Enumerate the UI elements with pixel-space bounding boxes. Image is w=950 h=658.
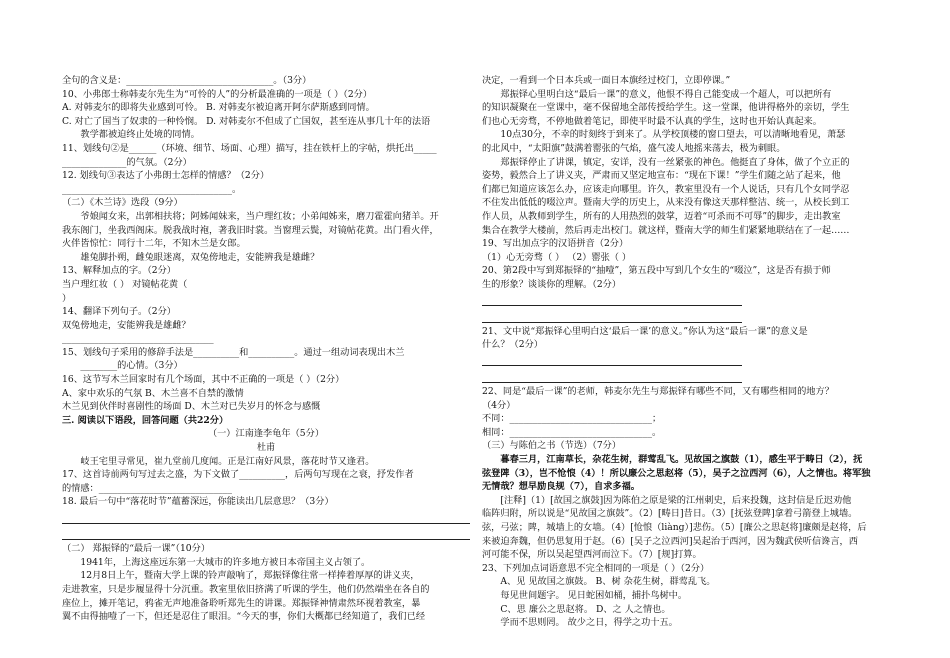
text-line: C、思 廉公之思赵将。 D、之 人之情也。 (500, 603, 671, 615)
text-line: 14、翻译下列句子。（2分） (62, 306, 176, 318)
text-line: A. 对韩麦尔的即将失业感到可怜。 B. 对韩麦尔被迫离开阿尔萨斯感到同情。 (62, 102, 375, 114)
text-line: 不住发出低低的啜泣声。暨南大学的历史上，从来没有像这天那样整洁、统一，从校长到工 (482, 197, 850, 209)
text-line: ______________的气氛。（2分） (62, 156, 192, 168)
text-line: 岐王宅里寻常见，崔九堂前几度闻。正是江南好风景，落花时节又逢君。 (80, 455, 375, 467)
text-line: ） (62, 292, 72, 304)
text-line: 木兰见到伙伴时喜剧性的场面 D、木兰对已失岁月的怀念与感慨 (62, 401, 321, 413)
text-line: 姿势，毅然合上了讲义夹，严肃而又坚定地宣布：“现在下课！”学生们随之站了起来，他 (482, 170, 841, 182)
text-line: 的知识凝聚在一堂课中，毫不保留地全部传授给学生。这一堂课，他讲得格外的亲切，学生 (482, 102, 850, 114)
text-line: 20、第2段中写到郑振铎的“抽噎”，第五段中写到几个女生的“啜泣”，这是否有损于师 (482, 265, 831, 277)
answer-line (482, 308, 742, 323)
text-line: 弦登陴（3），岂不怆悢（4）！所以廉公之思赵将（5），吴子之泣西河（6），人之情也。将军独 (482, 467, 871, 479)
text-line: （1）心无旁骛（ ） （2）罂张（ ） (482, 251, 632, 263)
text-line: 的北风中，“太阳旗”鼓满着罂张的气焰，盛气凌人地摇来荡去，极为刺眼。 (482, 142, 786, 154)
text-line: 三. 阅读以下语段，回答问题（共22分） (62, 414, 229, 426)
text-line: 无情哉？想早励良规（7），自求多福。 (482, 481, 640, 493)
text-line: 11、划线句②是______（环境、细节、场面、心理）描写，挂在铁杆上的字帖，烘托出_____ (62, 142, 437, 154)
text-line: 22、同是“最后一课”的老师，韩麦尔先生与郑振铎有哪些不同，又有哪些相同的地方？ (482, 386, 834, 398)
text-line: [注释]（1）[故国之旗鼓]因为陈伯之原是梁的江州刺史，后来投魏，这封信是丘迟劝他 (500, 494, 852, 506)
text-line: 全句的含义是：________________________________。（3分） (62, 75, 312, 86)
text-line: 10、小弗郎士称韩麦尔先生为“可怜的人”的分析最准确的一项是（ ）（2分） (62, 88, 373, 100)
text-line: 12. 划线句③表达了小弗朗士怎样的情感？（2分） (62, 170, 270, 182)
text-line: 10点30分，不幸的时刻终于到来了。从学校顶楼的窗口望去，可以清晰地看见，萧瑟 (500, 129, 846, 141)
text-line: （一）江南逢李龟年（5分） (207, 428, 325, 440)
text-line: 教学都被迫终止处境的同情。 (80, 129, 200, 141)
right-column (482, 74, 900, 630)
text-line: 13、解释加点的字。（2分） (62, 265, 176, 277)
text-line: 弦，弓弦；陴，城墙上的女墙。（4）[怆悢（liàng）]悲伤。（5）[廉公之思赵将]廉颇是赵将，后 (482, 522, 867, 533)
text-line: 决定，一看到一个日本兵或一面日本旗经过校门，立即停课。” (482, 75, 731, 86)
text-line: 座位上，摊开笔记，鸦雀无声地准备聆听郑先生的讲课。郑振铎神情肃然环视着教室，暴 (62, 597, 421, 609)
answer-line (62, 526, 470, 541)
answer-line (482, 292, 742, 307)
text-line: _____________________________________。 (62, 183, 242, 195)
text-line: 17、这首诗前两句写过去之盛，为下文做了__________，后两句写现在之衰，抒发作者 (62, 469, 414, 481)
text-line: 16、这节写木兰回家时有几个场面，其中不正确的一项是（ ）（2分） (62, 374, 345, 386)
text-line: 临阵归附，所以说是“见故国之旗鼓”。（2）[畴日]昔日。（3）[抚弦登陴]拿着弓箭登上城墙。 (482, 508, 858, 520)
text-line: 们也心无旁骛，不停地做着笔记，即使平时最不认真的学生，这时也开始认真起来。 (482, 115, 822, 127)
text-line: 翼不由得抽噎了一下，但还是忍住了眼泪。“今天的事，你们大概都已经知道了，我们已经 (62, 611, 426, 623)
text-line: 双兔傍地走，安能辨我是雄雌？ (62, 319, 191, 331)
text-line: （三）与陈伯之书（节选）（7分） (482, 440, 622, 452)
text-line: 来被迫奔魏，但仍思复用于赵。（6）[吴子之泣西河]吴起治于西河，因为魏武侯听信谗言，西 (482, 535, 858, 547)
text-line: 相同：_______________________________。 (482, 426, 662, 438)
text-line: 河可能不保，所以吴起望西河而泣下。（7）[规]打算。 (482, 549, 702, 561)
text-line: 们都已知道应该怎么办，应该走向哪里。许久，教室里没有一个人说话，只有几个女同学忍 (482, 183, 850, 195)
text-line: 每见世间题字。 见日蛇困如桶，捕扑鸟树中。 (500, 589, 688, 601)
text-line: 学而不思则罔。 故少之日，得学之功十五。 (500, 617, 678, 629)
text-line: 集合在教学大楼前，然后再走出校门。就这样，暨南大学的师生们紧紧地联结在了一起…… (482, 224, 850, 236)
text-line: （二）《木兰诗》选段（9分） (62, 197, 183, 209)
text-line: 23、下列加点词语意思不完全相同的一项是（ ）（2分） (482, 562, 710, 574)
text-line: 生的形象？谈谈你的理解。（2分） (482, 278, 622, 290)
text-line: 郑振铎心里明白这“最后一课”的意义，他恨不得自己能变成一个超人，可以把所有 (500, 88, 832, 100)
text-line: 杜甫 (256, 442, 276, 454)
text-line: C. 对亡了国当了奴隶的一种怜悯。 D. 对韩麦尔不但成了亡国奴，甚至连从事几十年的法语 (62, 115, 431, 127)
answer-line (482, 368, 742, 383)
text-line: 12月8日上午，暨南大学上课的铃声敲响了，郑振铎像往常一样捧着厚厚的讲义夹， (80, 570, 420, 582)
text-line: 什么？（2分） (482, 339, 543, 351)
text-line: 火伴皆惊忙：同行十二年，不知木兰是女郎。 (62, 238, 246, 250)
text-line: A、家中欢乐的气氛 B、木兰喜不自禁的激情 (62, 387, 244, 399)
text-line: 当户理红妆（ ） 对镜帖花黄（ (62, 278, 188, 290)
text-line: 雄兔脚扑朔，雌兔眼迷离，双兔傍地走，安能辨我是雄雌？ (80, 251, 320, 263)
text-line: ________的心情。（3分） (80, 360, 183, 372)
text-line: 的情感：_____________________________ (62, 482, 232, 494)
text-line: 19、写出加点字的汉语拼音（2分） (482, 238, 629, 250)
text-line: 爷娘闻女来，出郭相扶将；阿姊闻妹来，当户理红妆；小弟闻姊来，磨刀霍霍向猪羊。开 (80, 210, 439, 222)
text-line: 18. 最后一句中“落花时节”蕴蓄深远，你能读出几层意思？（3分） (62, 496, 334, 508)
text-line: _________________________________ (62, 333, 214, 345)
text-line: 走进教室，只是步履显得十分沉重。教室里依旧挤满了听课的学生，他们仍然端坐在各自的 (62, 583, 430, 595)
text-line: （4分） (482, 399, 516, 411)
text-line: 15、划线句子采用的修辞手法是__________和__________。通过一组动词表现出木兰 (62, 346, 405, 358)
text-line: 暮春三月，江南草长，杂花生树，群莺乱飞。见故国之旗鼓（1），感生平于畴日（2），抚 (500, 454, 863, 466)
text-line: 作人员，从教师到学生，所有的人用热烈的鼓掌，迈着“可杀而不可辱”的脚步，走出教室 (482, 210, 841, 222)
text-line: 我东阁门，坐我西阁床。脱我战时袍，著我旧时裳。当窗理云鬓，对镜帖花黄。出门看火伴， (62, 224, 439, 236)
left-column (62, 74, 470, 624)
text-line: A、见 见故国之旗鼓。 B、树 杂花生树，群莺乱飞。 (500, 576, 716, 588)
text-line: 不同：_______________________________； (482, 413, 662, 425)
answer-line (62, 509, 470, 524)
text-line: 1941年，上海这座远东第一大城市的许多地方被日本帝国主义占领了。 (80, 556, 371, 568)
answer-line (482, 352, 742, 367)
text-line: 郑振铎停止了讲课，镇定，安详，没有一丝紧张的神色。他挺直了身体，做了个立正的 (500, 156, 850, 168)
text-line: 21、文中说“郑振铎心里明白这‘最后一课’的意义。”你认为这“最后一课”的意义是 (482, 325, 808, 337)
text-line: （二） 郑振铎的“最后一课”（10分） (62, 543, 211, 555)
